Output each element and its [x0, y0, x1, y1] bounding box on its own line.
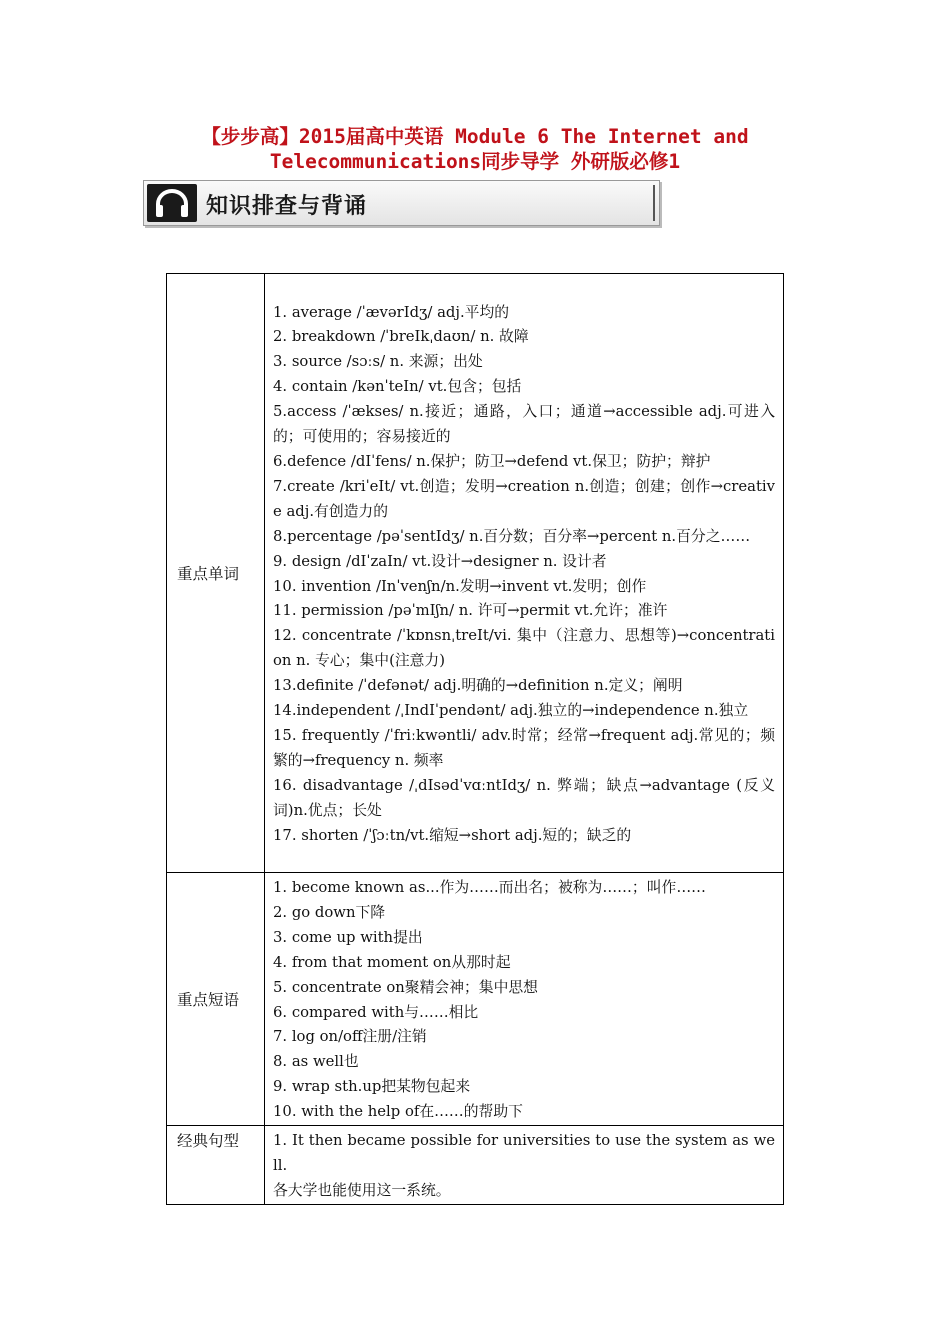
list-item: 1. It then became possible for universities to use the system as well.: [273, 1132, 775, 1174]
list-item: 4. contain /kənˈteIn/ vt.包含；包括: [273, 378, 522, 396]
list-item: 16. disadvantage /ˌdIsədˈvɑːntIdʒ/ n. 弊端；缺点→advantage (反义词)n.优点；长处: [273, 776, 775, 819]
title-line-1: 【步步高】2015届高中英语 Module 6 The Internet and: [201, 125, 749, 148]
list-item: 11. permission /pəˈmIʃn/ n. 许可→permit vt.允许；准许: [273, 602, 668, 620]
list-item: 各大学也能使用这一系统。: [273, 1181, 451, 1199]
list-item: 6. compared with与……相比: [273, 1003, 479, 1021]
list-item: 10. invention /Inˈvenʃn/n.发明→invent vt.发明；创作: [273, 577, 647, 595]
list-item: 9. design /dIˈzaIn/ vt.设计→designer n. 设计者: [273, 552, 607, 570]
list-item: 13.definite /ˈdefənət/ adj.明确的→definition n.定义；阐明: [273, 677, 683, 695]
section-banner: [143, 180, 660, 226]
category-cell: 重点短语: [167, 873, 265, 1126]
list-item: 7.create /kriˈeIt/ vt.创造；发明→creation n.创造；创建；创作→creative adj.有创造力的: [273, 477, 775, 520]
items-cell: [265, 1126, 784, 1205]
list-item: 14.independent /ˌIndIˈpendənt/ adj.独立的→independence n.独立: [273, 702, 749, 720]
list-item: 8. as well也: [273, 1053, 359, 1071]
knowledge-table: [166, 273, 784, 1205]
list-item: 10. with the help of在……的帮助下: [273, 1103, 523, 1121]
list-item: 5. concentrate on聚精会神；集中思想: [273, 978, 538, 996]
list-item: 5.access /ˈækses/ n.接近；通路，入口；通道→accessible adj.可进入的；可使用的；容易接近的: [273, 403, 775, 446]
list-item: 3. source /sɔːs/ n. 来源；出处: [273, 353, 483, 371]
list-item: 15. frequently /ˈfriːkwəntli/ adv.时常；经常→frequent adj.常见的；频繁的→frequency n. 频率: [273, 726, 775, 769]
category-cell: 经典句型: [167, 1126, 265, 1205]
list-item: 4. from that moment on从那时起: [273, 953, 511, 971]
category-cell: 重点单词: [167, 274, 265, 873]
table-row-words: [167, 274, 784, 873]
list-item: 6.defence /dIˈfens/ n.保护；防卫→defend vt.保卫；防护；辩护: [273, 452, 711, 470]
table-row-phrases: [167, 873, 784, 1126]
banner-divider: [653, 185, 655, 221]
list-item: 2. go down下降: [273, 903, 386, 921]
items-cell: [265, 274, 784, 873]
headphones-icon: [154, 188, 190, 218]
table-row-sentences: [167, 1126, 784, 1205]
items-cell: [265, 873, 784, 1126]
title-line-2: Telecommunications同步导学 外研版必修1: [269, 150, 681, 173]
document-title: [140, 124, 810, 174]
list-item: 8.percentage /pəˈsentIdʒ/ n.百分数；百分率→percent n.百分之……: [273, 527, 751, 545]
list-item: 7. log on/off注册/注销: [273, 1028, 427, 1046]
list-item: 17. shorten /ˈʃɔːtn/vt.缩短→short adj.短的；缺乏的: [273, 826, 632, 844]
list-item: 2. breakdown /ˈbreIkˌdaʊn/ n. 故障: [273, 328, 529, 346]
banner-icon-box: [147, 184, 197, 222]
list-item: 9. wrap sth.up把某物包起来: [273, 1078, 471, 1096]
list-item: 12. concentrate /ˈkɒnsnˌtreIt/vi. 集中（注意力、思想等)→concentration n. 专心；集中(注意力): [273, 627, 775, 670]
banner-label: 知识排查与背诵: [206, 194, 368, 219]
list-item: 1. become known as...作为……而出名；被称为……；叫作……: [273, 879, 706, 896]
list-item: 3. come up with提出: [273, 928, 423, 946]
list-item: 1. average /ˈævərIdʒ/ adj.平均的: [273, 303, 510, 321]
